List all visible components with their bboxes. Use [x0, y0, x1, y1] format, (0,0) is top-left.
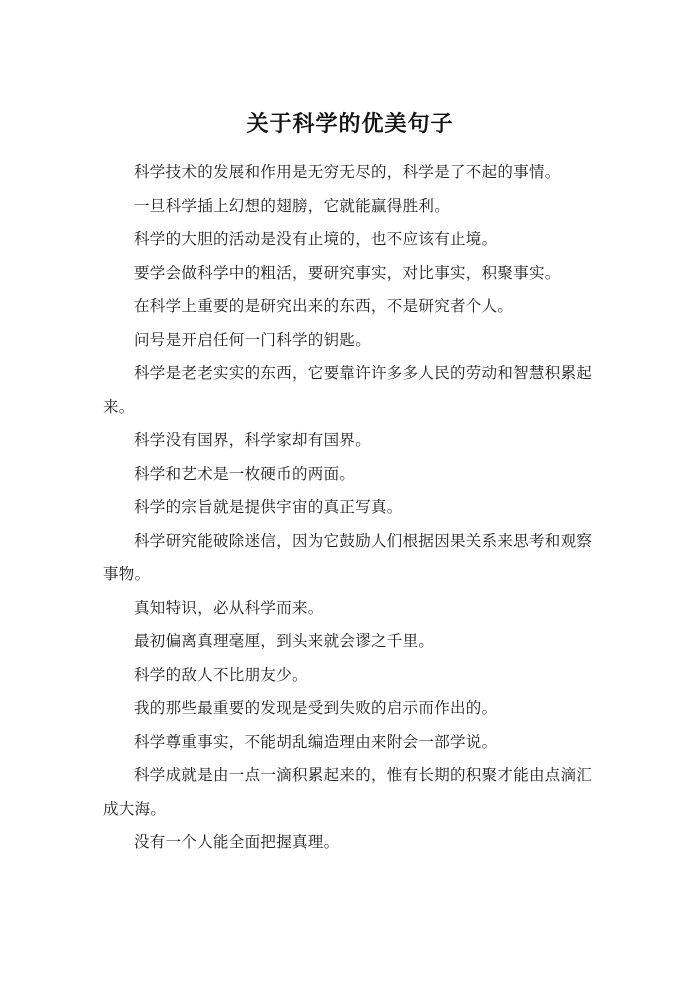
paragraph: 科学的敌人不比朋友少。: [134, 665, 308, 684]
paragraph: 科学没有国界，科学家却有国界。: [134, 431, 372, 449]
paragraph: 一旦科学插上幻想的翅膀，它就能赢得胜利。: [134, 196, 451, 215]
paragraph: 我的那些最重要的发现是受到失败的启示而作出的。: [134, 699, 498, 717]
document-title: 关于科学的优美句子: [246, 112, 454, 137]
paragraph: 科学的宗旨就是提供宇宙的真正写真。: [134, 498, 403, 516]
paragraph: 问号是开启任何一门科学的钥匙。: [134, 330, 372, 349]
paragraph: 没有一个人能全面把握真理。: [134, 833, 340, 851]
paragraph: 科学研究能破除迷信，因为它鼓励人们根据因果关系来思考和观察事物。: [103, 531, 593, 583]
paragraph: 科学和艺术是一枚硬币的两面。: [134, 464, 356, 483]
paragraph: 科学尊重事实，不能胡乱编造理由来附会一部学说。: [134, 732, 498, 751]
paragraph: 科学是老老实实的东西，它要靠许许多多人民的劳动和智慧积累起来。: [103, 364, 593, 416]
paragraph: 科学技术的发展和作用是无穷无尽的，科学是了不起的事情。: [134, 163, 561, 181]
paragraph: 真知特识，必从科学而来。: [134, 598, 324, 617]
paragraph: 科学成就是由一点一滴积累起来的，惟有长期的积聚才能由点滴汇成大海。: [103, 766, 593, 818]
paragraph: 科学的大胆的活动是没有止境的，也不应该有止境。: [134, 230, 498, 248]
paragraph: 在科学上重要的是研究出来的东西，不是研究者个人。: [134, 297, 514, 315]
paragraph: 最初偏离真理毫厘，到头来就会谬之千里。: [134, 632, 435, 650]
document-body: [103, 156, 603, 860]
paragraph: 要学会做科学中的粗活，要研究事实，对比事实，积聚事实。: [134, 263, 561, 282]
